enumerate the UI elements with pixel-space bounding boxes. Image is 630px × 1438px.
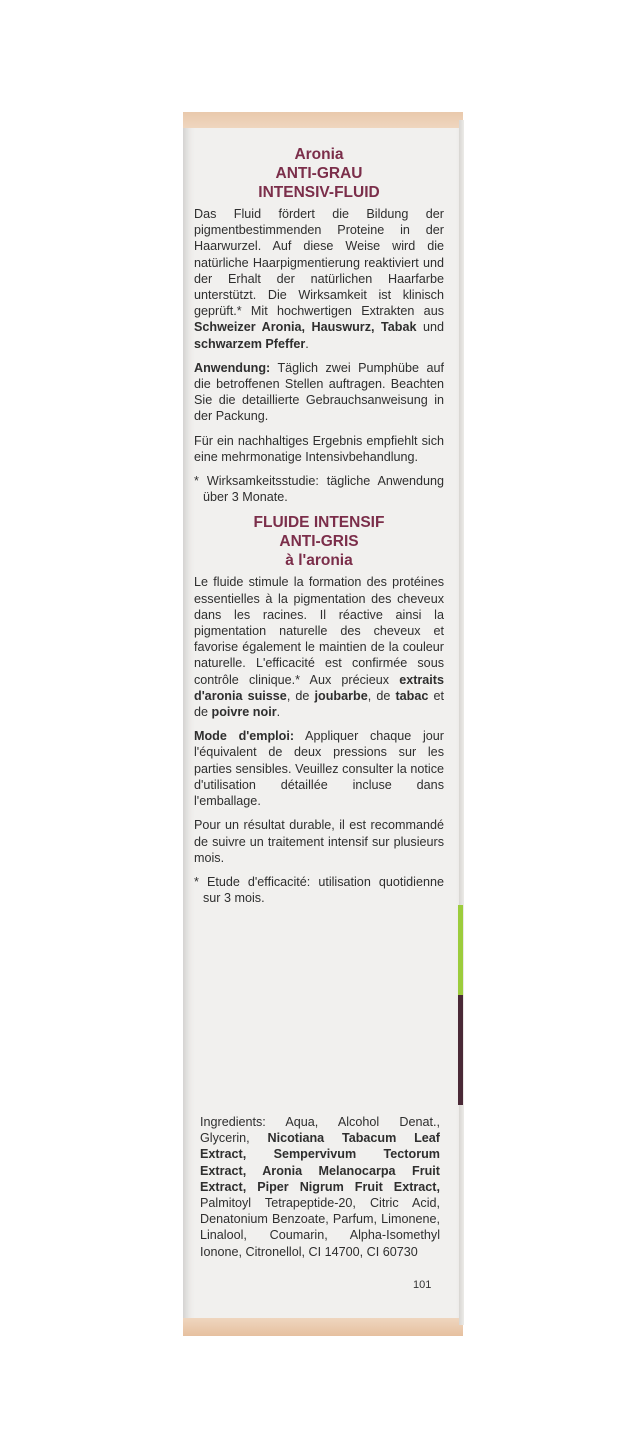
german-footnote: * Wirksamkeitsstudie: tägliche Anwendung über 3 Monate.	[194, 474, 444, 505]
purple-accent-stripe	[458, 995, 463, 1105]
french-product-title	[194, 513, 444, 570]
german-result-note: Für ein nachhaltiges Ergebnis empfiehlt sich eine mehrmonatige Intensivbehandlung.	[194, 433, 444, 464]
french-title-line-2: ANTI-GRIS	[279, 533, 359, 551]
package-right-edge	[459, 120, 464, 1325]
german-title-line-3: INTENSIV-FLUID	[258, 184, 380, 201]
ingredients-list	[200, 1114, 440, 1260]
package-top-flap	[183, 112, 463, 128]
french-footnote: * Etude d'efficacité: utilisation quotidienne sur 3 mois.	[194, 874, 444, 906]
french-description: Le fluide stimule la formation des protéines essentielles à la pigmentation des cheveux dans les racines. Il réactive ainsi la pigmentation naturelle des cheveux et favorise également le maintien de la couleur naturelle. L'efficacité est confirmée sous contrôle clinique.* Aux précieux extraits d'aronia suisse, de joubarbe, de tabac et de poivre noir.	[194, 575, 444, 720]
french-title-line-1: FLUIDE INTENSIF	[253, 514, 385, 532]
label-text-block	[194, 145, 444, 914]
ingredients-text: Ingredients: Aqua, Alcohol Denat., Glycerin, Nicotiana Tabacum Leaf Extract, Sempervivum Tectorum Extract, Aronia Melanocarpa Fruit Extract, Piper Nigrum Fruit Extract, Palmitoyl Tetrapeptide-20, Citric Acid, Denatonium Benzoate, Parfum, Limonene, Linalool, Coumarin, Alpha-Isomethyl Ionone, Citronellol, CI 14700, CI 60730	[200, 1115, 440, 1259]
german-product-title	[194, 145, 444, 202]
german-title-line-2: ANTI-GRAU	[275, 165, 363, 182]
french-result-note: Pour un résultat durable, il est recommandé de suivre un traitement intensif sur plusieurs mois.	[194, 818, 444, 865]
french-usage: Mode d'emploi: Appliquer chaque jour l'équivalent de deux pressions sur les parties sensibles. Veuillez consulter la notice d'utilisation détaillée incluse dans l'emballage.	[194, 729, 444, 809]
french-title-line-3: à l'aronia	[285, 552, 353, 570]
german-description: Das Fluid fördert die Bildung der pigmentbestimmenden Proteine in der Haarwurzel. Auf diese Weise wird die natürliche Haarpigmentierung reaktiviert und der Erhalt der natürlichen Haarfarbe unterstützt. Die Wirksamkeit ist klinisch geprüft.* Mit hochwertigen Extrakten aus Schweizer Aronia, Hauswurz, Tabak und schwarzem Pfeffer.	[194, 207, 444, 351]
package-bottom-flap	[183, 1318, 463, 1336]
german-usage: Anwendung: Täglich zwei Pumphübe auf die betroffenen Stellen auftragen. Beachten Sie die detaillierte Gebrauchsanweisung in der Packung.	[194, 360, 444, 424]
batch-code: 101	[413, 1279, 432, 1291]
green-accent-stripe	[458, 905, 463, 1000]
german-title-line-1: Aronia	[294, 146, 344, 163]
